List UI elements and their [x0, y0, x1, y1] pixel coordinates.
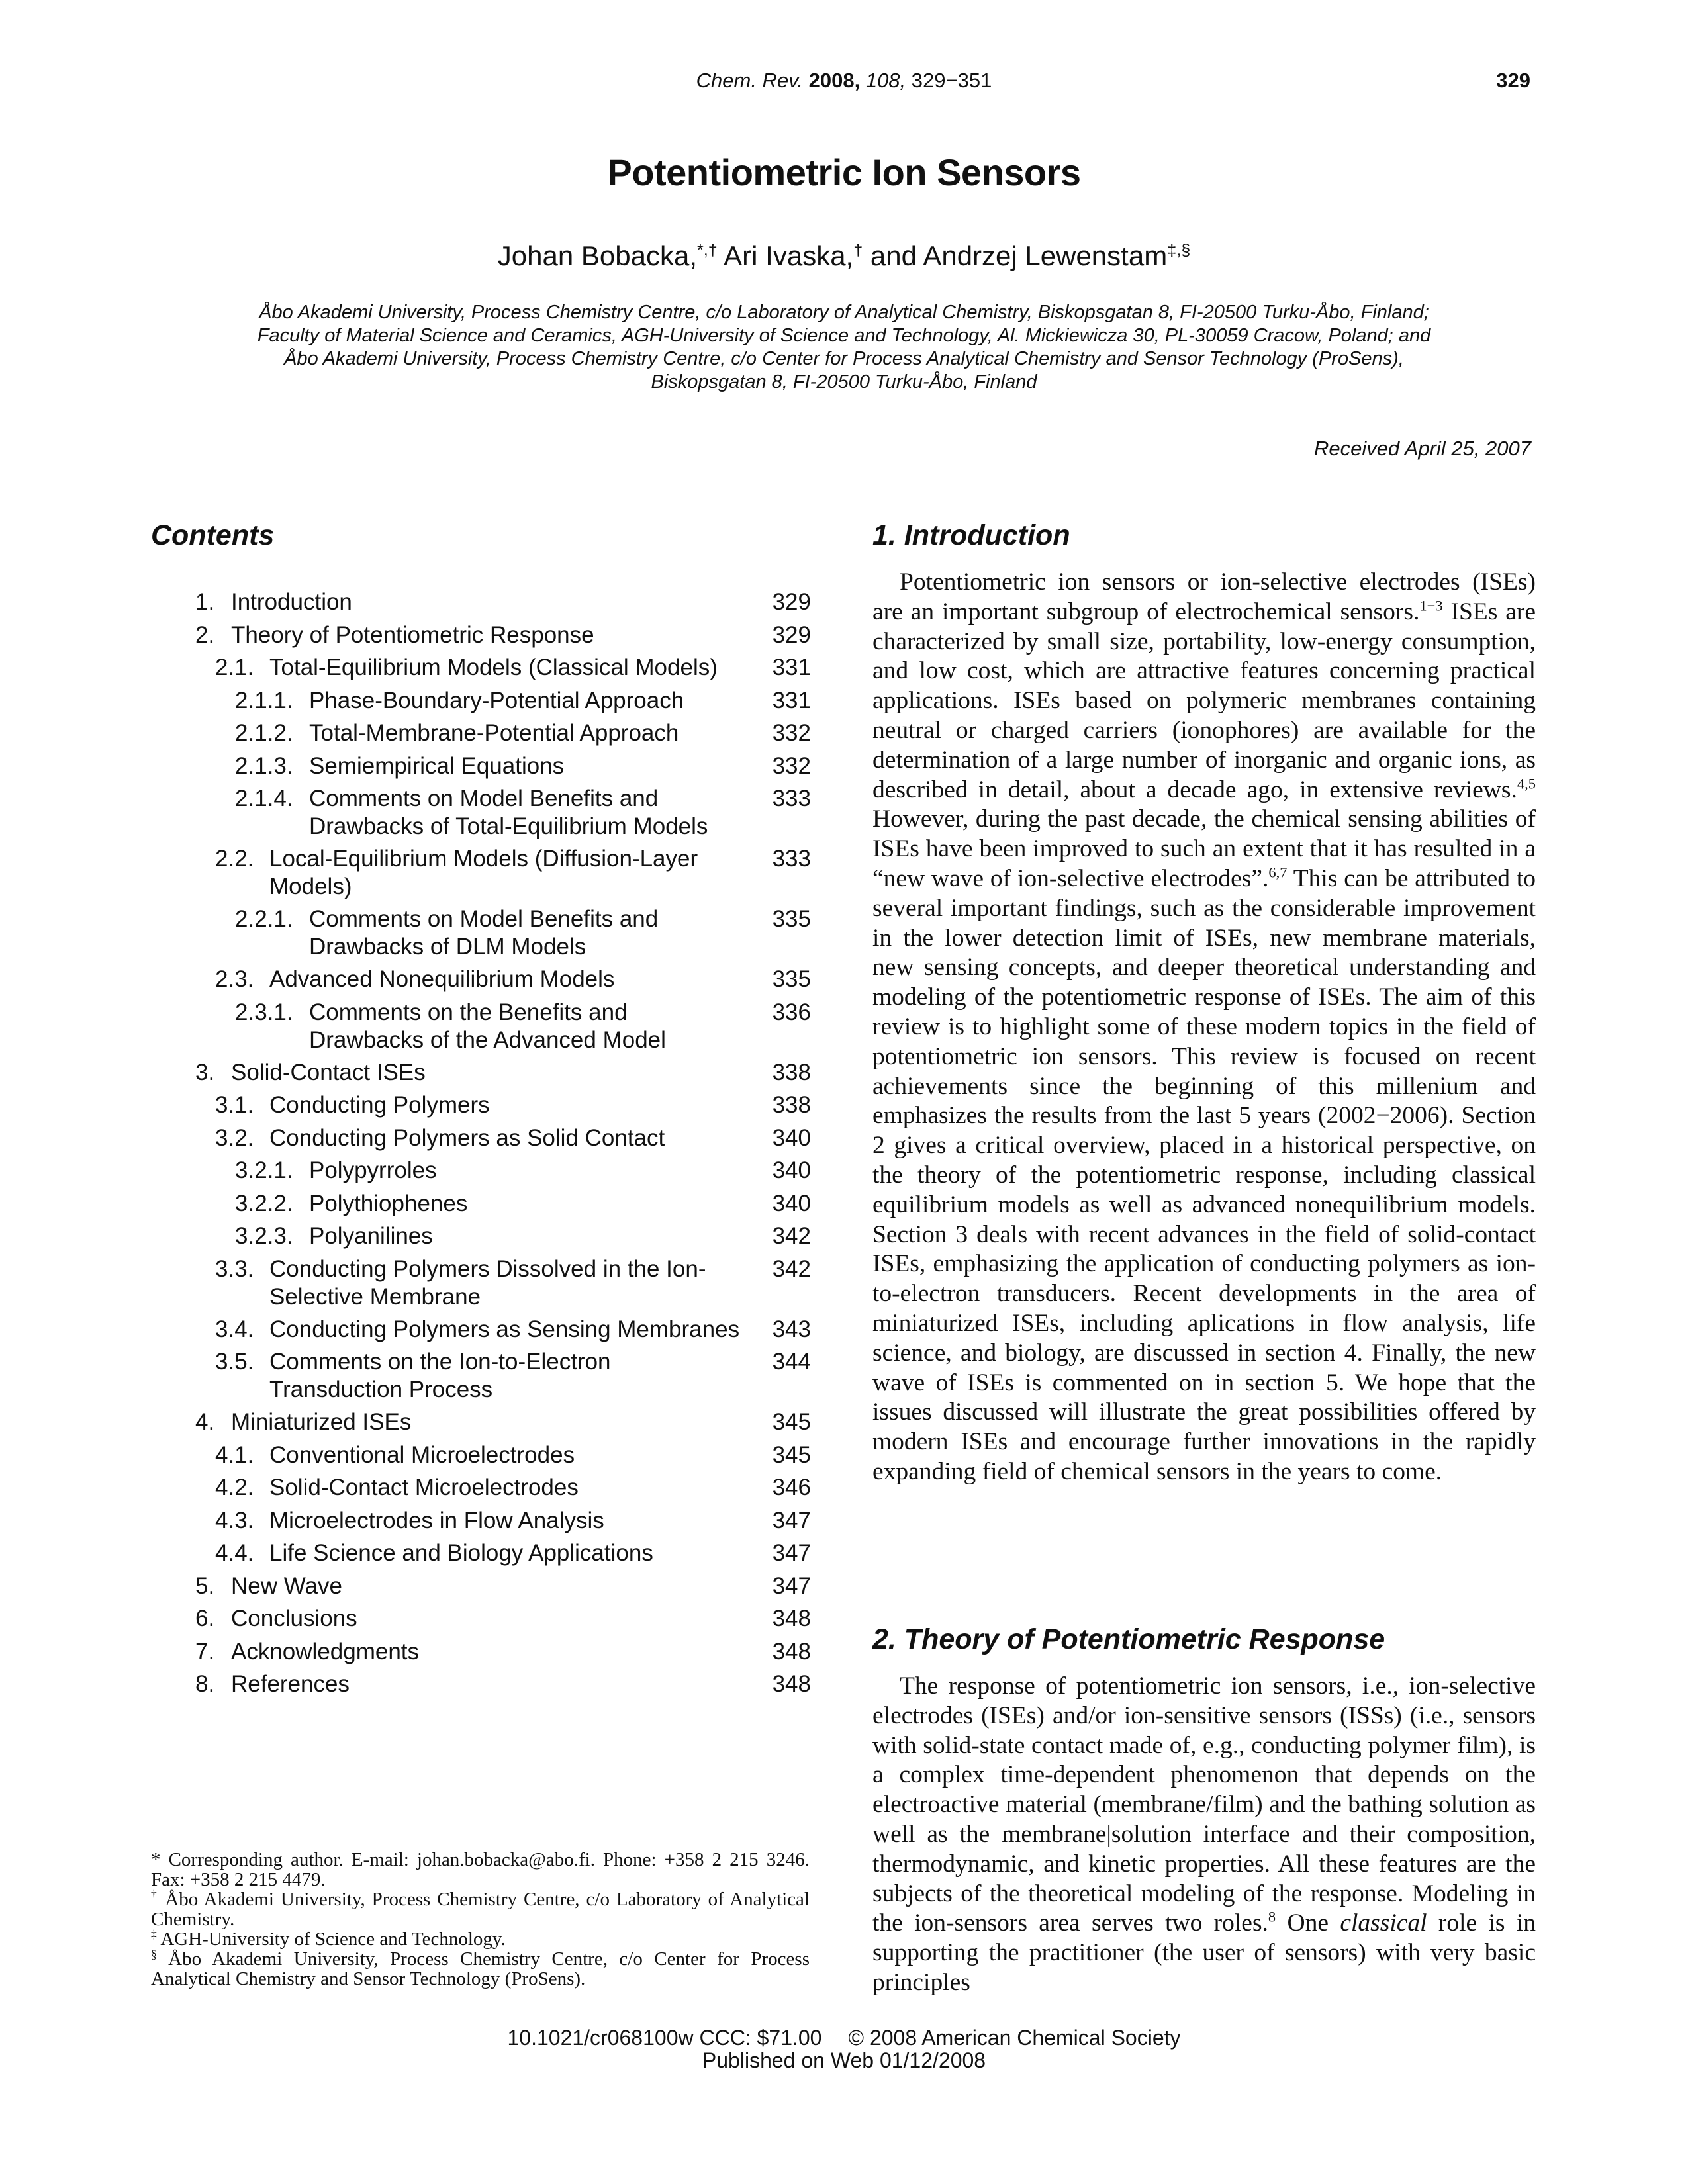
toc-title: Comments on the Benefits and Drawbacks of the Advanced Model [309, 999, 666, 1053]
journal-citation [0, 69, 1688, 93]
toc-number: 7. [195, 1638, 215, 1664]
toc-title: Comments on the Ion-to-Electron Transduction Process [269, 1349, 611, 1402]
toc-number: 3.2. [215, 1124, 254, 1151]
toc-number: 4. [195, 1409, 215, 1435]
toc-page: 331 [772, 687, 811, 713]
toc-entry[interactable] [195, 1313, 811, 1346]
toc-number: 2.1.1. [235, 687, 293, 713]
introduction-paragraph [872, 568, 1536, 1487]
toc-number: 2.1.3. [235, 752, 293, 779]
footnote-mark: * [151, 1849, 169, 1870]
toc-entry[interactable] [195, 1537, 811, 1570]
toc-entry[interactable] [195, 1504, 811, 1537]
toc-number: 4.1. [215, 1441, 254, 1468]
footnote-mark: § [151, 1947, 157, 1961]
toc-page: 332 [772, 752, 811, 779]
toc-title: Introduction [231, 589, 352, 615]
toc-page: 333 [772, 786, 811, 811]
toc-page: 345 [772, 1441, 811, 1468]
toc-number: 2. [195, 621, 215, 648]
toc-page: 329 [772, 589, 811, 615]
text-run: However, during the past decade, the chemical sensing abilities of ISEs have been improved to such an extent that it has resulted in a “new wave of ion-selective electrodes”. [872, 805, 1536, 892]
theory-heading: 2. Theory of Potentiometric Response [872, 1623, 1385, 1655]
running-header [0, 69, 1688, 95]
toc-entry[interactable] [195, 1187, 811, 1220]
affiliation-line: Åbo Akademi University, Process Chemistry Centre, c/o Laboratory of Analytical Chemistry, Biskopsgatan 8, FI-20500 Turku-Åbo, Finland; [259, 302, 1429, 323]
footer-line [0, 2026, 1688, 2049]
journal-volume: 108, [865, 69, 906, 92]
toc-number: 3. [195, 1059, 215, 1085]
toc-entry[interactable] [195, 782, 811, 842]
toc-number: 4.2. [215, 1475, 254, 1500]
toc-entry[interactable] [195, 1635, 811, 1668]
footnote-text: Åbo Akademi University, Process Chemistry Centre, c/o Laboratory of Analytical Chemistry. [151, 1889, 810, 1930]
author-ivaska-marks: † [853, 241, 863, 259]
toc-page: 338 [772, 1059, 811, 1085]
footnote-corresponding [151, 1850, 810, 1889]
toc-entry[interactable] [195, 963, 811, 996]
affiliations [172, 301, 1516, 394]
toc-number: 2.1. [215, 655, 254, 680]
toc-title: Polyanilines [309, 1223, 433, 1249]
toc-page: 338 [772, 1092, 811, 1118]
toc-page: 331 [772, 655, 811, 680]
author-bobacka: Johan Bobacka, [497, 240, 697, 271]
footnote-text: Corresponding author. E-mail: johan.bobacka@abo.fi. Phone: +358 2 215 3246. Fax: +358 2 215 4479. [151, 1849, 810, 1890]
toc-title: Conclusions [231, 1606, 357, 1631]
toc-title: Solid-Contact Microelectrodes [269, 1475, 579, 1500]
toc-page: 343 [772, 1316, 811, 1342]
toc-page: 347 [772, 1540, 811, 1566]
footnote-text: Åbo Akademi University, Process Chemistry Centre, c/o Center for Process Analytical Chemistry and Sensor Technology (ProSens). [151, 1948, 810, 1989]
toc-number: 3.2.2. [235, 1190, 293, 1216]
toc-title: Total-Equilibrium Models (Classical Models) [269, 655, 718, 680]
toc-entry[interactable] [195, 651, 811, 684]
toc-title: Polypyrroles [309, 1158, 437, 1183]
toc-number: 2.2.1. [235, 906, 293, 932]
citation-ref[interactable]: 6,7 [1268, 864, 1288, 881]
page-footer [0, 2026, 1688, 2071]
toc-page: 346 [772, 1475, 811, 1500]
toc-number: 3.1. [215, 1092, 254, 1118]
toc-page: 340 [772, 1124, 811, 1151]
page-number: 329 [1496, 69, 1530, 92]
footnote-double-dagger [151, 1929, 810, 1949]
theory-paragraph [872, 1672, 1536, 1998]
toc-entry[interactable] [195, 1439, 811, 1472]
toc-title: Comments on Model Benefits and Drawbacks of Total-Equilibrium Models [309, 786, 708, 839]
toc-entry[interactable] [195, 1154, 811, 1187]
toc-entry[interactable] [195, 1089, 811, 1122]
table-of-contents [195, 586, 811, 1701]
toc-page: 340 [772, 1158, 811, 1183]
footnote-section [151, 1949, 810, 1989]
theory-body [872, 1672, 1536, 1998]
toc-number: 6. [195, 1606, 215, 1631]
toc-number: 5. [195, 1572, 215, 1599]
toc-title: Miniaturized ISEs [231, 1409, 412, 1435]
footnote-mark: ‡ [151, 1927, 157, 1941]
author-bobacka-marks: *,† [697, 241, 718, 259]
toc-number: 2.1.4. [235, 786, 293, 811]
toc-title: Conventional Microelectrodes [269, 1441, 575, 1468]
toc-page: 345 [772, 1409, 811, 1435]
toc-entry[interactable] [195, 750, 811, 783]
toc-entry[interactable] [195, 996, 811, 1056]
affiliation-line: Biskopsgatan 8, FI-20500 Turku-Åbo, Finland [651, 371, 1037, 392]
journal-name: Chem. Rev. [696, 69, 803, 92]
toc-title: Theory of Potentiometric Response [231, 621, 594, 648]
toc-entry[interactable] [195, 903, 811, 963]
toc-title: Comments on Model Benefits and Drawbacks of DLM Models [309, 906, 659, 960]
toc-title: Conducting Polymers [269, 1092, 490, 1118]
toc-page: 336 [772, 999, 811, 1025]
toc-page: 333 [772, 846, 811, 872]
text-run: One [1276, 1909, 1340, 1937]
emphasis: classical [1340, 1909, 1427, 1937]
article-title: Potentiometric Ion Sensors [607, 152, 1081, 193]
toc-entry[interactable] [195, 1406, 811, 1439]
text-run: Potentiometric ion sensors or ion-selective electrodes (ISEs) are an important subgroup of electrochemical sensors. [872, 569, 1536, 625]
toc-entry[interactable] [195, 1253, 811, 1313]
toc-title: Acknowledgments [231, 1638, 420, 1664]
toc-number: 4.3. [215, 1507, 254, 1533]
footnote-mark: † [151, 1888, 159, 1901]
toc-page: 347 [772, 1507, 811, 1533]
toc-title: Solid-Contact ISEs [231, 1059, 426, 1085]
citation-ref[interactable]: 4,5 [1517, 775, 1536, 792]
author-lewenstam: and Andrzej Lewenstam [863, 240, 1168, 271]
toc-page: 348 [772, 1671, 811, 1697]
author-list [0, 240, 1688, 272]
toc-entry[interactable] [195, 842, 811, 903]
toc-number: 2.3. [215, 966, 254, 992]
toc-page: 340 [772, 1190, 811, 1216]
affiliation-line: Faculty of Material Science and Ceramics, AGH-University of Science and Technology, Al. Mickiewicza 30, PL-30059 Cracow, Poland; and [257, 325, 1431, 346]
toc-number: 3.4. [215, 1316, 254, 1342]
author-lewenstam-marks: ‡,§ [1167, 241, 1191, 259]
toc-number: 2.3.1. [235, 999, 293, 1025]
toc-title: Phase-Boundary-Potential Approach [309, 687, 684, 713]
toc-page: 348 [772, 1606, 811, 1631]
journal-year: 2008, [808, 69, 861, 92]
toc-title: Life Science and Biology Applications [269, 1540, 653, 1566]
toc-entry[interactable] [195, 1471, 811, 1504]
toc-page: 335 [772, 966, 811, 992]
toc-number: 2.2. [215, 846, 254, 872]
toc-entry[interactable] [195, 684, 811, 717]
toc-title: Microelectrodes in Flow Analysis [269, 1507, 604, 1533]
toc-number: 3.3. [215, 1255, 254, 1282]
received-date: Received April 25, 2007 [1314, 437, 1531, 460]
doi-text[interactable]: 10.1021/cr068100w CCC: $71.00 [507, 2026, 822, 2050]
toc-page: 342 [772, 1223, 811, 1249]
toc-page: 344 [772, 1349, 811, 1375]
toc-title: Conducting Polymers Dissolved in the Ion-Selective Membrane [269, 1255, 706, 1310]
citation-ref[interactable]: 8 [1268, 1908, 1276, 1925]
toc-title: Conducting Polymers as Solid Contact [269, 1124, 665, 1151]
toc-entry[interactable] [195, 586, 811, 619]
toc-entry[interactable] [195, 717, 811, 750]
toc-entry[interactable] [195, 1570, 811, 1603]
footnote-dagger [151, 1889, 810, 1929]
toc-entry[interactable] [195, 1220, 811, 1253]
toc-number: 2.1.2. [235, 720, 293, 746]
toc-page: 348 [772, 1638, 811, 1664]
toc-entry[interactable] [195, 1056, 811, 1089]
text-run: The response of potentiometric ion sensors, i.e., ion-selective electrodes (ISEs) and/or ion-sensitive sensors (ISSs) (i.e., sensors with solid-state contact made of, e.g., conducting polymer film), is a complex time-dependent phenomenon that depends on the electroactive material (membrane/film) and the bathing solution as well as the membrane|solution interface and their composition, thermodynamic, and kinetic properties. All these features are the subjects of the theoretical modeling of the response. Modeling in the ion-sensors area serves two roles. [872, 1672, 1536, 1937]
introduction-body [872, 568, 1536, 1487]
toc-title: Polythiophenes [309, 1190, 468, 1216]
toc-entry[interactable] [195, 619, 811, 652]
text-run: role is in supporting the practitioner (the user of sensors) with very basic principles [872, 1909, 1536, 1996]
text-run: This can be attributed to several important findings, such as the considerable improvement in the lower detection limit of ISEs, new membrane materials, new sensing concepts, and deeper theoretical understanding and modeling of the potentiometric response of ISEs. The aim of this review is to highlight some of these modern topics in the field of potentiometric ion sensors. This review is focused on recent achievements since the beginning of this millenium and emphasizes the results from the last 5 years (2002−2006). Section 2 gives a critical overview, placed in a historical perspective, on the theory of the potentiometric response, including classical equilibrium models as well as advanced nonequilibrium models. Section 3 deals with recent advances in the field of solid-contact ISEs, emphasizing the application of conducting polymers as ion-to-electron transducers. Recent developments in the area of miniaturized ISEs, including aplications in flow analysis, life science, and biology, are discussed in section 4. Finally, the new wave of ISEs is commented on in section 5. We hope that the issues discussed will illustrate the great possibilities offered by modern ISEs and encourage further innovations in the rapidly expanding field of chemical sensors in the years to come. [872, 864, 1536, 1485]
toc-number: 8. [195, 1671, 215, 1697]
toc-number: 3.2.1. [235, 1158, 293, 1183]
toc-title: Local-Equilibrium Models (Diffusion-Layer Models) [269, 846, 698, 899]
toc-title: New Wave [231, 1572, 342, 1599]
toc-title: References [231, 1671, 350, 1697]
toc-page: 332 [772, 720, 811, 746]
affiliation-line: Åbo Akademi University, Process Chemistry Centre, c/o Center for Process Analytical Chemistry and Sensor Technology (ProSens), [284, 348, 1404, 369]
toc-page: 329 [772, 621, 811, 648]
toc-entry[interactable] [195, 1602, 811, 1635]
toc-page: 335 [772, 906, 811, 932]
journal-pages: 329−351 [911, 69, 992, 92]
footnote-text: AGH-University of Science and Technology. [156, 1929, 506, 1950]
toc-title: Semiempirical Equations [309, 752, 565, 779]
toc-page: 342 [772, 1255, 811, 1282]
toc-number: 4.4. [215, 1540, 254, 1566]
footnotes [151, 1850, 810, 1989]
toc-number: 3.2.3. [235, 1223, 293, 1249]
introduction-heading: 1. Introduction [872, 520, 1070, 551]
toc-number: 1. [195, 589, 215, 615]
citation-ref[interactable]: 1−3 [1419, 597, 1443, 614]
toc-page: 347 [772, 1572, 811, 1599]
published-date: Published on Web 01/12/2008 [702, 2048, 986, 2072]
toc-entry[interactable] [195, 1668, 811, 1701]
toc-title: Total-Membrane-Potential Approach [309, 720, 679, 746]
toc-number: 3.5. [215, 1349, 254, 1375]
contents-heading: Contents [151, 520, 275, 551]
author-ivaska: Ari Ivaska, [717, 240, 854, 271]
toc-title: Conducting Polymers as Sensing Membranes [269, 1316, 740, 1342]
toc-entry[interactable] [195, 1122, 811, 1155]
copyright-text: © 2008 American Chemical Society [848, 2026, 1181, 2050]
toc-entry[interactable] [195, 1345, 811, 1406]
text-run: ISEs are characterized by small size, portability, low-energy consumption, and low cost, which are attractive features concerning practical applications. ISEs based on polymeric membranes containing neutral or charged carriers (ionophores) are available for the determination of a large number of inorganic and organic ions, as described in detail, about a decade ago, in extensive reviews. [872, 598, 1536, 803]
toc-title: Advanced Nonequilibrium Models [269, 966, 615, 992]
